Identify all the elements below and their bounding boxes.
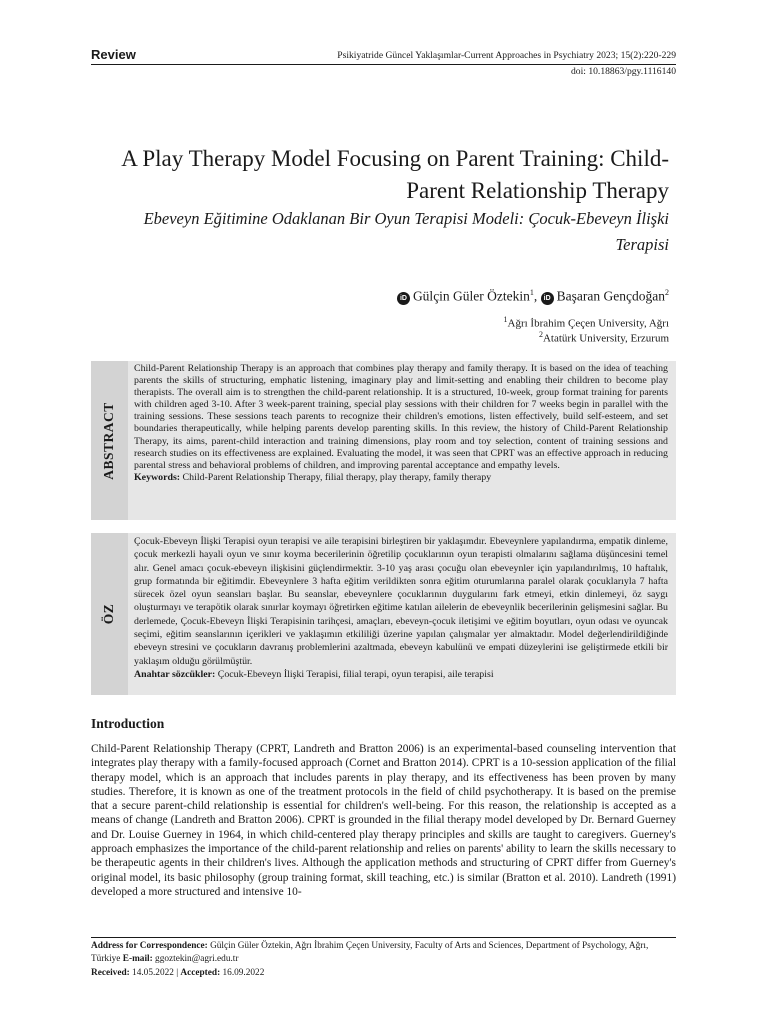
article-title: A Play Therapy Model Focusing on Parent Training: Child-Parent Relationship Therapy: [121, 146, 669, 203]
oz-text: Çocuk-Ebeveyn İlişki Terapisi oyun terapisi ve aile terapisini birleştiren bir yaklaşımdır. Ebeveynlere yapılandırma, empatik dinleme, çocuk merkezli hayali oyun ve sınır koyma becerilerinin öğretilip çocuklarının oyun terapisti olmalarını sağlama düşüncesini temel alır. Genel amacı çocuk-ebeveyn ilişkisini güçlendirmektir. 3-10 yaş arası çocuğu olan ebeveynler için yapılandırılmış, 10 haftalık, grup formatında bir eğitimdir. Ebeveynlere 3 hafta eğitim verildikten sonra eğitim oturumlarına paralel olarak çocuklarıyla 7 hafta sürecek özel oyun seansları başlar. Bu seanslar, ebeveynlere çocuklarının duygularını fark etmeyi, etkin dinlemeyi, öz saygı oluşturmayı ve terapötik olarak sınırlar koymayı öğretirken eğitime katılan ailelerin de ebeveynlik becerilerinin gelişmesini sağlar. Bu derlemede, Çocuk-Ebeveyn İlişki Terapisinin tarihçesi, amaçları, ebeveyn-çocuk iletişimi ve eğitim boyutları, oyun odası ve oyuncak seçimi, eğitim seanslarının içerikleri ve yaklaşımın etkililiği üzerine yapılan çalışmalar yer almaktadır. Model değerlendirildiğinde ebeveyn stresini ve çocukların davranış problemlerini azaltmada, ebeveyn kabulünü ve empati düzeylerini ise geliştirmede etkili bir yaklaşım olduğu görülmüştür.: [134, 536, 668, 667]
doi-link[interactable]: doi: 10.18863/pgy.1116140: [571, 66, 676, 77]
footer-rule: [91, 937, 676, 938]
oz-side-label: ÖZ: [101, 603, 116, 625]
article-subtitle: Ebeveyn Eğitimine Odaklanan Bir Oyun Terapisi Modeli: Çocuk-Ebeveyn İlişki Terapisi: [143, 209, 669, 254]
oz-keywords-label: Anahtar sözcükler:: [134, 668, 216, 680]
author-name: Gülçin Güler Öztekin: [412, 288, 530, 304]
received-date: 14.05.2022: [132, 967, 174, 978]
accepted-date: 16.09.2022: [222, 967, 265, 978]
affil-sup: 2: [538, 330, 543, 339]
address-text: Gülçin Güler Öztekin, Ağrı İbrahim Çeçen University, Faculty of Arts and Sciences, Department of Psychology, Ağrı, Türkiye: [91, 941, 649, 965]
address-label: Address for Correspondence:: [91, 941, 208, 951]
author-list: [397, 288, 669, 305]
abstract-box: [91, 361, 676, 520]
email-label: E-mail:: [122, 954, 153, 965]
correspondence-block: [91, 940, 676, 980]
abstract-side-label: ABSTRACT: [101, 401, 116, 480]
introduction-paragraph: Child-Parent Relationship Therapy (CPRT, Landreth and Bratton 2006) is an experimental-based counseling intervention that integrates play therapy with a family-focused approach (Cornet and Bratton 2014). CPRT is a 10-session application of the filial therapy model, which is an approach that includes parents in play therapy, and its effectiveness has been proven by many studies. Therefore, it is known as one of the treatment protocols in the field of child psychotherapy. It is based on the premise that a secure parent-child relationship is essential for children's well-being. For this reason, the relationship is accepted as a means of change (Landreth and Bratton 2006). CPRT is grounded in the filial therapy model developed by Dr. Bernard Guerney and Dr. Louise Guerney in 1964, in which child-centered play therapy principles and skills are taught to caregivers. Guerney's approach emphasizes the importance of the child-parent relationship and relies on parents' ability to learn the skills necessary to be therapeutic agents in their children's lives. Although the application methods and structuring of CPRT differ from Guerney's original model, its basic philosophy (group training format, skill teaching, etc.) is similar (Bratton et al. 2010). Landreth (1991) developed a more structured and intensive 10-: [91, 743, 676, 898]
section-label: Review: [91, 47, 136, 62]
author-affil-sup: 1: [529, 288, 534, 297]
received-label: Received:: [91, 967, 130, 978]
affil-sup: 1: [503, 315, 508, 324]
oz-keywords-text: Çocuk-Ebeveyn İlişki Terapisi, filial terapi, oyun terapisi, aile terapisi: [217, 668, 494, 680]
email-link[interactable]: ggoztekin@agri.edu.tr: [155, 954, 239, 965]
abstract-body: [134, 363, 668, 484]
affiliation: [539, 330, 669, 345]
affil-text: Atatürk University, Erzurum: [542, 332, 669, 345]
orcid-icon[interactable]: iD: [541, 292, 554, 305]
oz-box: [91, 533, 676, 695]
oz-side-panel: [91, 533, 128, 695]
abstract-text: Child-Parent Relationship Therapy is an approach that combines play therapy and family therapy. It is based on the idea of teaching parents the skills of structuring, emphatic listening, imaginary play and limit-setting and enabling their children to become play therapists. The overall aim is to strengthen the child-parent relationship. It is a structured, 10-week, group format training for parents with children aged 3-10. After 3 week-parent training, special play sessions with their children for 7 weeks begin in parallel with the training sessions. These sessions teach parents to recognize their children's emotions, listen effectively, build self-esteem, and set boundaries therapeutically, while helping parents develop parenting skills. In this review, the history of Child-Parent Relationship Therapy, its aims, parent-child interaction and training dimensions, play room and toy selection, content of training sessions and research studies on its effectiveness are explained. Evaluating the model, it was seen that CPRT was an effective approach in reducing parental stress and behavioral problems of children, and improving parental acceptance and empathy levels.: [134, 363, 668, 471]
header-rule: [91, 64, 676, 65]
orcid-icon[interactable]: iD: [397, 292, 410, 305]
affil-text: Ağrı İbrahim Çeçen University, Ağrı: [507, 317, 669, 330]
keywords-text: Child-Parent Relationship Therapy, filial therapy, play therapy, family therapy: [182, 471, 492, 483]
author-name: Başaran Gençdoğan: [556, 288, 665, 304]
introduction-heading: Introduction: [91, 716, 165, 731]
oz-body: [134, 535, 668, 681]
journal-citation: Psikiyatride Güncel Yaklaşımlar-Current Approaches in Psychiatry 2023; 15(2):220-229: [337, 50, 676, 61]
affiliation: [504, 315, 670, 330]
author-affil-sup: 2: [665, 288, 669, 297]
accepted-label: Accepted:: [180, 967, 221, 978]
date-divider: |: [176, 967, 179, 978]
author-separator: ,: [533, 288, 541, 304]
abstract-side-panel: [91, 361, 128, 520]
keywords-label: Keywords:: [134, 471, 181, 483]
